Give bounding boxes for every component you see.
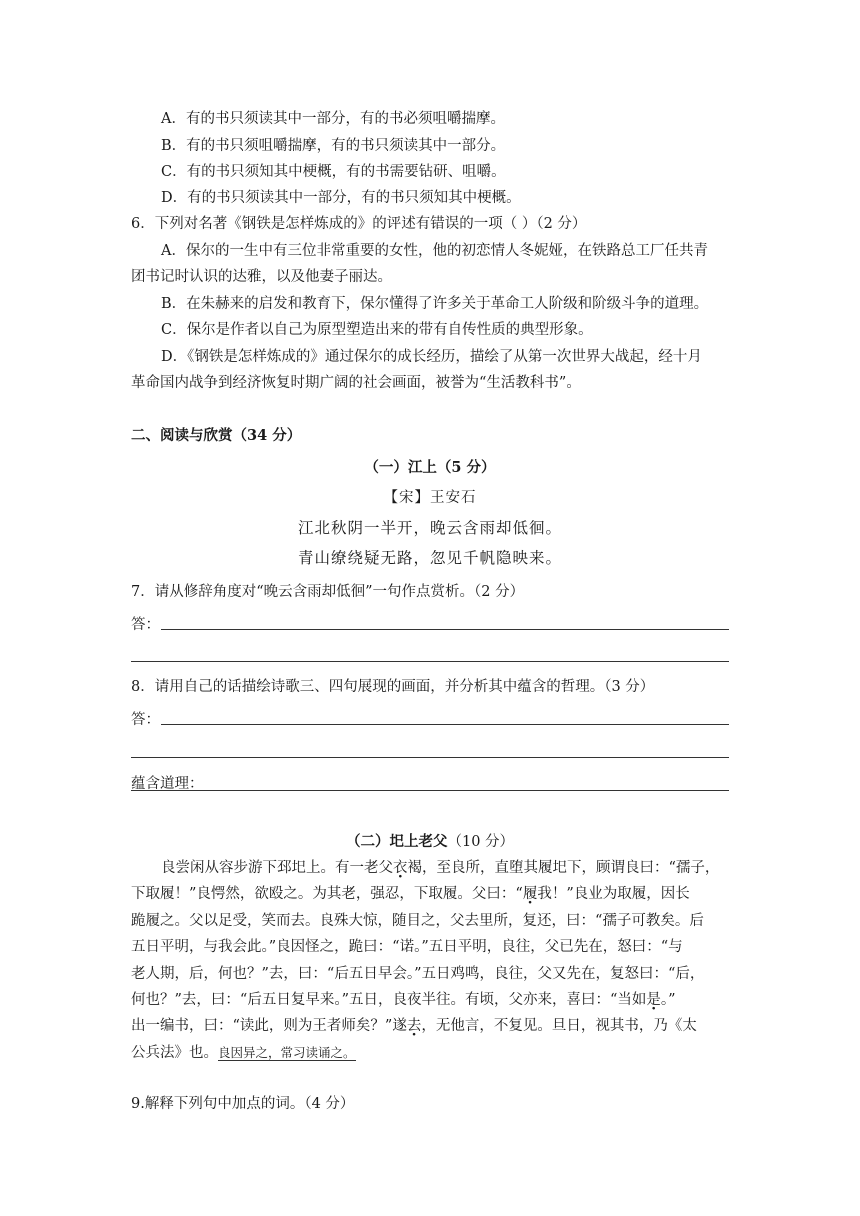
dotted-word-qu: 去 [406,1018,422,1034]
q9-stem: 9.解释下列句中加点的词。（4 分） [131,1096,355,1112]
q5-option-d: D．有的书只须读其中一部分，有的书只须知其中梗概。 [161,190,521,206]
passage-text: 良尝闲从容步游下邳圯上。有一老父 [161,860,393,876]
dotted-word-lv: 履 [522,886,538,902]
passage-text: 下取履！”良愕然，欲殴之。为其老，强忍，下取履。父曰：“ [131,886,523,902]
passage-line-2 [131,884,690,904]
underlined-sentence: 良因异之，常习读诵之。 [218,1045,356,1060]
passage-text: 。” [660,992,676,1008]
q7-answer-label: 答： [131,617,160,633]
passage-text: 公兵法》也。 [131,1045,218,1061]
q7-answer-line-2[interactable] [131,661,729,662]
q8-answer-line-1[interactable] [161,724,729,725]
passage-text: 我！”良业为取履，因长 [537,886,690,902]
passage-line-8 [131,1043,356,1063]
passage-line-5: 老人期，后，何也？”去，曰：“后五日早会。”五日鸡鸣，良往，父又先在，复怒曰：“后， [131,966,705,982]
passage-text: 何也？”去，曰：“后五日复早来。”五日，良夜半往。有顷，父亦来，喜曰：“当如 [131,992,647,1008]
q6-option-a-line1: A．保尔的一生中有三位非常重要的女性，他的初恋情人冬妮娅，在铁路总工厂任共青 [161,243,708,259]
passage-line-6 [131,990,676,1010]
q8-meaning-line[interactable] [131,790,729,791]
q7-stem: 7．请从修辞角度对“晚云含雨却低徊”一句作点赏析。（2 分） [131,584,525,600]
passage-line-3: 跪履之。父以足受，笑而去。良殊大惊，随目之，父去里所，复还，曰：“孺子可教矣。后 [131,913,704,929]
q5-option-c: C．有的书只须知其中梗概，有的书需要钻研、咀嚼。 [161,164,506,180]
passage-text: ，无他言，不复见。旦日，视其书，乃《太 [421,1018,697,1034]
poem-title: （一）江上（5 分） [364,459,496,476]
q5-option-b: B．有的书只须咀嚼揣摩，有的书只须读其中一部分。 [161,138,506,154]
dotted-word-shi: 是 [646,992,661,1008]
passage-text-sui: 遂 [392,1018,407,1034]
q8-answer-label: 答： [131,712,160,728]
q8-meaning-label: 蕴含道理： [131,776,204,792]
q7-answer-line-1[interactable] [161,629,729,630]
q5-option-a: A．有的书只须读其中一部分，有的书必须咀嚼揣摩。 [161,111,505,127]
poem-author: 【宋】王安石 [383,490,477,506]
q6-option-d-line2: 革命国内战争到经济恢复时期广阔的社会画面，被誉为“生活教科书”。 [131,375,581,391]
section-heading: 二、阅读与欣赏（34 分） [131,427,302,444]
passage-text: 出一编书，曰：“读此，则为王者师矣？” [131,1018,393,1034]
q6-option-a-line2: 团书记时认识的达雅，以及他妻子丽达。 [131,269,392,285]
passage-line-7 [131,1016,697,1036]
poem-line-1: 江北秋阴一半开，晚云含雨却低徊。 [297,519,562,537]
q8-stem: 8．请用自己的话描绘诗歌三、四句展现的画面，并分析其中蕴含的哲理。（3 分） [131,679,655,695]
passage-title-score: （10 分） [447,834,515,850]
passage-title [0,832,860,852]
q6-option-b: B．在朱赫来的启发和教育下，保尔懂得了许多关于革命工人阶级和阶级斗争的道理。 [161,296,709,312]
q6-stem: 6．下列对名著《钢铁是怎样炼成的》的评述有错误的一项（ ）（2 分） [131,216,587,232]
q6-option-c: C．保尔是作者以自己为原型塑造出来的带有自传性质的典型形象。 [161,322,593,338]
poem-line-2: 青山缭绕疑无路，忽见千帆隐映来。 [297,549,562,567]
q6-option-d-line1: D．《钢铁是怎样炼成的》通过保尔的成长经历，描绘了从第一次世界大战起，经十月 [161,349,702,365]
passage-line-4: 五日平明，与我会此。”良因怪之，跪曰：“诺。”五日平明，良往，父已先在，怒曰：“与 [131,939,683,955]
passage-text: 褐，至良所，直堕其履圯下，顾谓良曰：“孺子， [407,860,720,876]
q8-answer-line-2[interactable] [131,757,729,758]
dotted-word-yi: 衣 [393,860,408,876]
passage-line-1 [161,858,719,878]
passage-title-main: （二）圯上老父 [345,833,448,850]
